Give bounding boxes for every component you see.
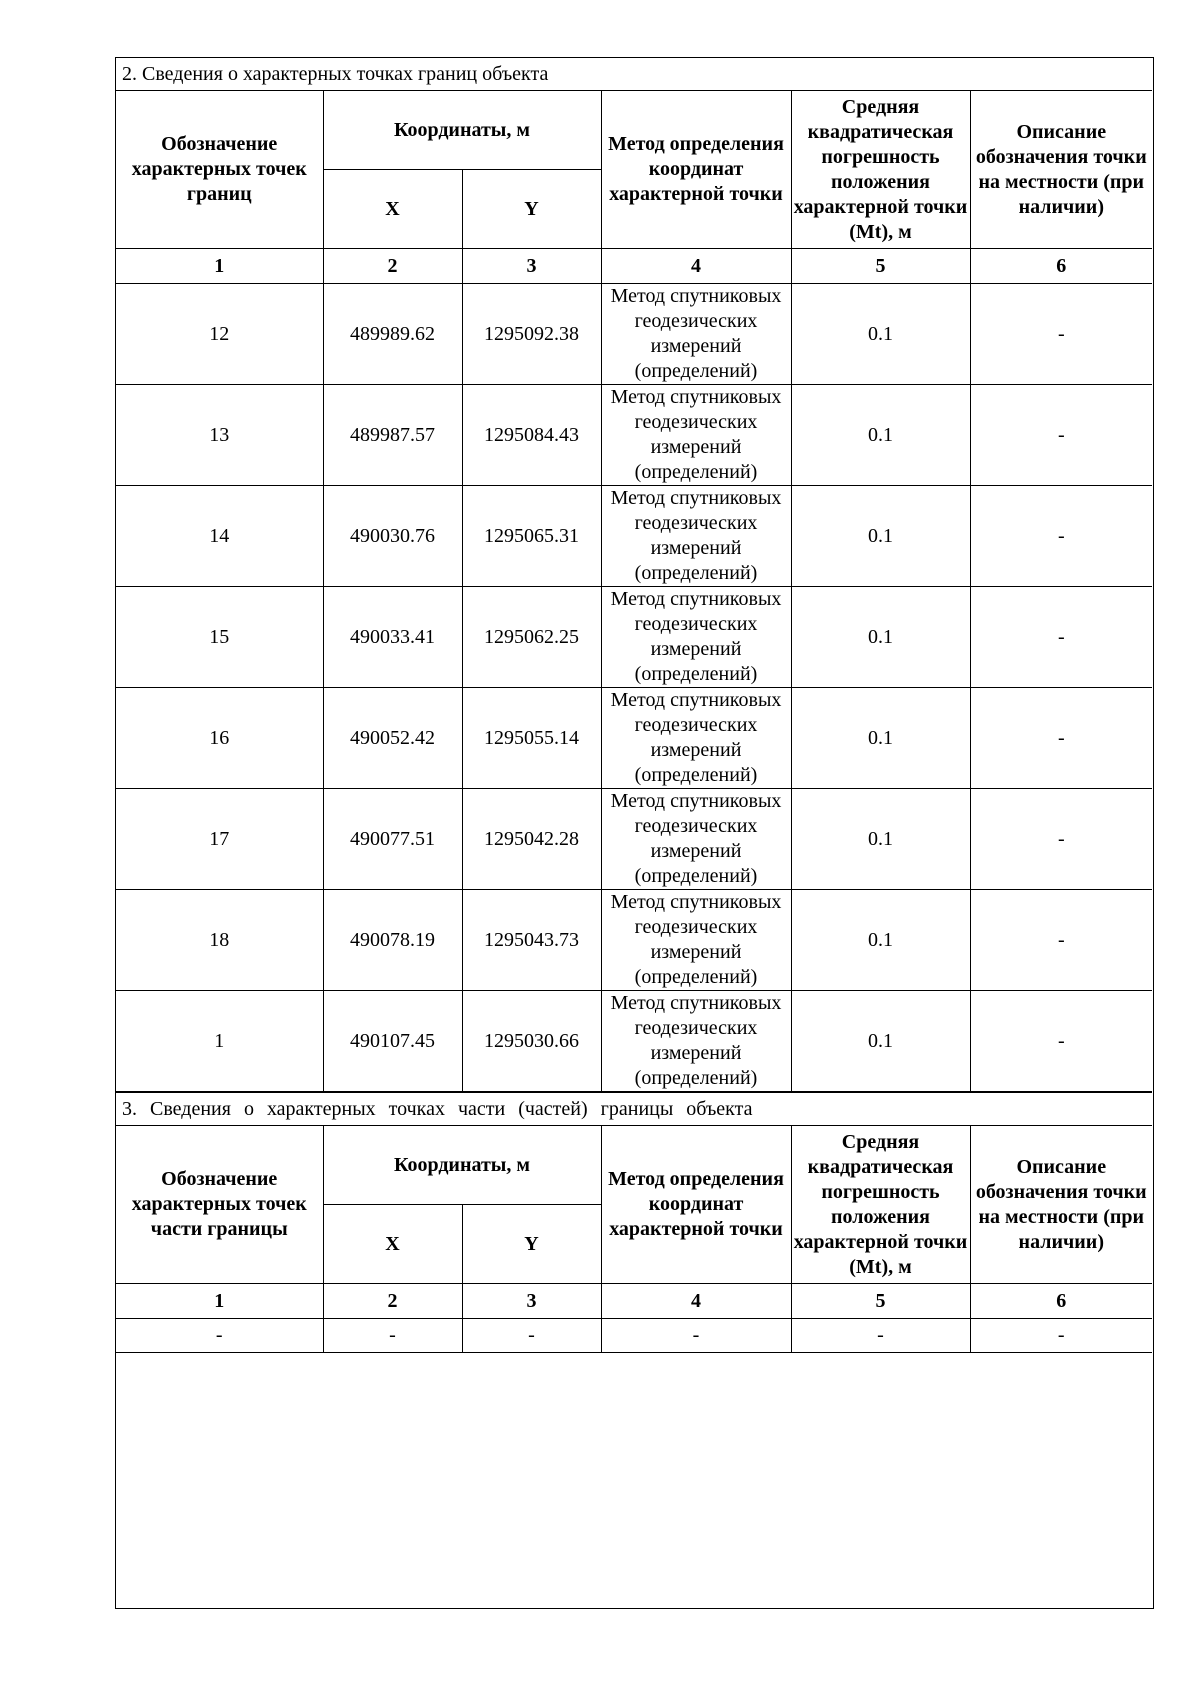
document-frame xyxy=(115,57,1154,1609)
table-row xyxy=(116,688,1152,789)
y-coordinate-cell: 1295084.43 xyxy=(462,385,601,486)
description-cell: - xyxy=(970,587,1152,688)
column-number: 1 xyxy=(116,249,323,284)
y-coordinate-cell: 1295042.28 xyxy=(462,789,601,890)
header-designation: Обозначение характерных точек части границы xyxy=(116,1126,323,1284)
part-boundary-points-table xyxy=(116,1092,1152,1353)
point-id-cell: 15 xyxy=(116,587,323,688)
point-id-cell: 17 xyxy=(116,789,323,890)
mt-error-cell: - xyxy=(791,1319,970,1353)
description-cell: - xyxy=(970,789,1152,890)
method-cell: Метод спутниковых геодезических измерений (определений) xyxy=(601,587,791,688)
table-row xyxy=(116,385,1152,486)
mt-error-cell: 0.1 xyxy=(791,385,970,486)
header-description: Описание обозначения точки на местности (при наличии) xyxy=(970,1126,1152,1284)
header-x: X xyxy=(323,170,462,249)
mt-error-cell: 0.1 xyxy=(791,486,970,587)
header-error: Средняя квадратическая погрешность положения характерной точки (Mt), м xyxy=(791,91,970,249)
header-x: X xyxy=(323,1205,462,1284)
mt-error-cell: 0.1 xyxy=(791,587,970,688)
y-coordinate-cell: 1295055.14 xyxy=(462,688,601,789)
method-cell: Метод спутниковых геодезических измерений (определений) xyxy=(601,385,791,486)
header-coordinates: Координаты, м xyxy=(323,91,601,170)
y-coordinate-cell: 1295065.31 xyxy=(462,486,601,587)
mt-error-cell: 0.1 xyxy=(791,890,970,991)
header-error: Средняя квадратическая погрешность положения характерной точки (Mt), м xyxy=(791,1126,970,1284)
x-coordinate-cell: 490077.51 xyxy=(323,789,462,890)
y-coordinate-cell: - xyxy=(462,1319,601,1353)
description-cell: - xyxy=(970,688,1152,789)
point-id-cell: 18 xyxy=(116,890,323,991)
column-number: 1 xyxy=(116,1284,323,1319)
description-cell: - xyxy=(970,486,1152,587)
header-y: Y xyxy=(462,170,601,249)
table-row xyxy=(116,587,1152,688)
column-number: 5 xyxy=(791,1284,970,1319)
y-coordinate-cell: 1295092.38 xyxy=(462,284,601,385)
x-coordinate-cell: 490052.42 xyxy=(323,688,462,789)
method-cell: Метод спутниковых геодезических измерений (определений) xyxy=(601,789,791,890)
point-id-cell: 16 xyxy=(116,688,323,789)
method-cell: Метод спутниковых геодезических измерений (определений) xyxy=(601,991,791,1092)
column-number: 6 xyxy=(970,1284,1152,1319)
header-description: Описание обозначения точки на местности (при наличии) xyxy=(970,91,1152,249)
description-cell: - xyxy=(970,890,1152,991)
x-coordinate-cell: 490107.45 xyxy=(323,991,462,1092)
method-cell: Метод спутниковых геодезических измерений (определений) xyxy=(601,486,791,587)
table-row xyxy=(116,789,1152,890)
x-coordinate-cell: 489987.57 xyxy=(323,385,462,486)
y-coordinate-cell: 1295043.73 xyxy=(462,890,601,991)
point-id-cell: 1 xyxy=(116,991,323,1092)
description-cell: - xyxy=(970,1319,1152,1353)
table-row xyxy=(116,1319,1152,1353)
mt-error-cell: 0.1 xyxy=(791,688,970,789)
column-number: 2 xyxy=(323,1284,462,1319)
table-row xyxy=(116,486,1152,587)
description-cell: - xyxy=(970,991,1152,1092)
point-id-cell: 14 xyxy=(116,486,323,587)
header-method: Метод определения координат характерной точки xyxy=(601,91,791,249)
point-id-cell: - xyxy=(116,1319,323,1353)
boundary-points-table xyxy=(116,58,1152,1092)
point-id-cell: 12 xyxy=(116,284,323,385)
column-number: 3 xyxy=(462,1284,601,1319)
header-method: Метод определения координат характерной точки xyxy=(601,1126,791,1284)
description-cell: - xyxy=(970,385,1152,486)
column-number: 2 xyxy=(323,249,462,284)
column-number: 4 xyxy=(601,249,791,284)
mt-error-cell: 0.1 xyxy=(791,284,970,385)
section-3-title: 3. Сведения о характерных точках части (частей) границы объекта xyxy=(116,1093,1152,1126)
header-coordinates: Координаты, м xyxy=(323,1126,601,1205)
header-y: Y xyxy=(462,1205,601,1284)
section-2-title: 2. Сведения о характерных точках границ объекта xyxy=(116,58,1152,91)
x-coordinate-cell: 490033.41 xyxy=(323,587,462,688)
method-cell: - xyxy=(601,1319,791,1353)
table-row xyxy=(116,284,1152,385)
column-number: 3 xyxy=(462,249,601,284)
mt-error-cell: 0.1 xyxy=(791,991,970,1092)
table-row xyxy=(116,890,1152,991)
column-number: 4 xyxy=(601,1284,791,1319)
y-coordinate-cell: 1295030.66 xyxy=(462,991,601,1092)
method-cell: Метод спутниковых геодезических измерений (определений) xyxy=(601,890,791,991)
method-cell: Метод спутниковых геодезических измерений (определений) xyxy=(601,284,791,385)
header-designation: Обозначение характерных точек границ xyxy=(116,91,323,249)
column-number: 6 xyxy=(970,249,1152,284)
y-coordinate-cell: 1295062.25 xyxy=(462,587,601,688)
description-cell: - xyxy=(970,284,1152,385)
x-coordinate-cell: 489989.62 xyxy=(323,284,462,385)
x-coordinate-cell: 490078.19 xyxy=(323,890,462,991)
column-number: 5 xyxy=(791,249,970,284)
point-id-cell: 13 xyxy=(116,385,323,486)
x-coordinate-cell: 490030.76 xyxy=(323,486,462,587)
x-coordinate-cell: - xyxy=(323,1319,462,1353)
method-cell: Метод спутниковых геодезических измерений (определений) xyxy=(601,688,791,789)
mt-error-cell: 0.1 xyxy=(791,789,970,890)
table-row xyxy=(116,991,1152,1092)
